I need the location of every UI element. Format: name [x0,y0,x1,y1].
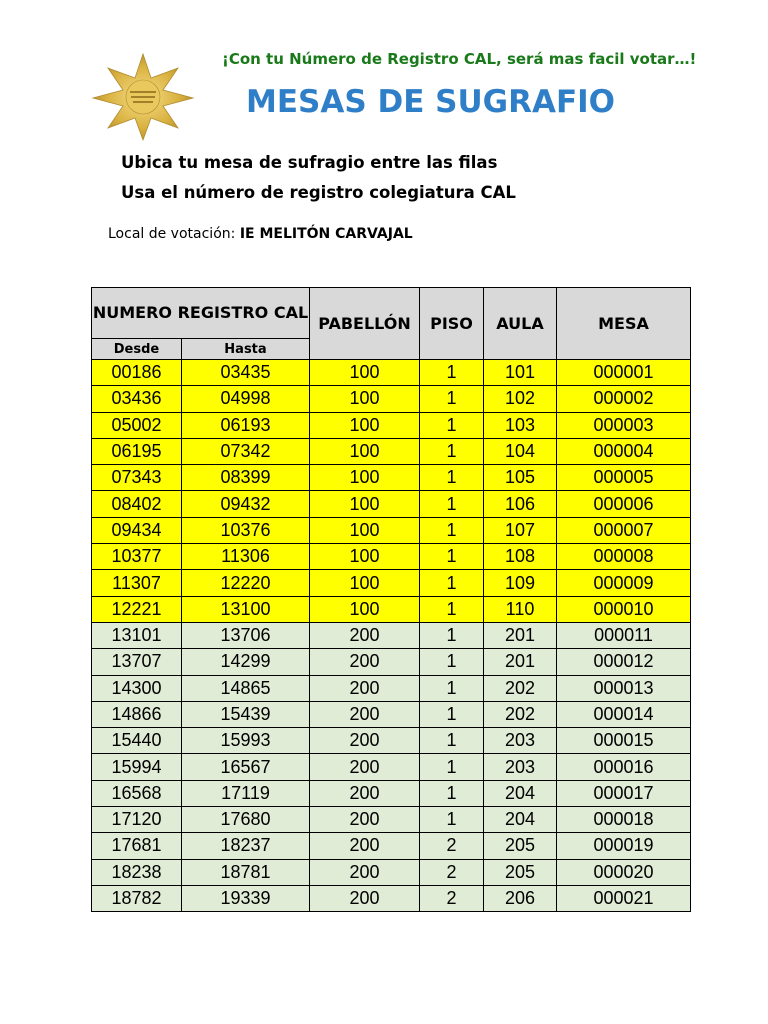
page-title: MESAS DE SUGRAFIO [246,84,616,120]
cell-desde: 06195 [92,438,182,464]
table-row [92,412,691,438]
cell-pabellon: 200 [310,675,420,701]
cell-desde: 10377 [92,544,182,570]
voting-location-value: IE MELITÓN CARVAJAL [239,226,413,242]
cell-desde: 13707 [92,649,182,675]
cell-hasta: 17680 [182,807,310,833]
cell-mesa: 000006 [557,491,691,517]
cell-mesa: 000014 [557,701,691,727]
table-row [92,649,691,675]
table-row [92,386,691,412]
cell-piso: 1 [420,517,484,543]
cell-hasta: 10376 [182,517,310,543]
cell-aula: 202 [484,701,557,727]
cell-aula: 201 [484,649,557,675]
cell-desde: 09434 [92,517,182,543]
cell-pabellon: 200 [310,780,420,806]
cell-hasta: 19339 [182,885,310,911]
cell-pabellon: 100 [310,465,420,491]
cell-desde: 17681 [92,833,182,859]
cell-piso: 1 [420,780,484,806]
header-hasta: Hasta [182,339,310,360]
cell-aula: 106 [484,491,557,517]
cell-pabellon: 100 [310,386,420,412]
cell-mesa: 000002 [557,386,691,412]
cell-mesa: 000004 [557,438,691,464]
cell-mesa: 000012 [557,649,691,675]
table-row [92,570,691,596]
cell-aula: 107 [484,517,557,543]
tagline: ¡Con tu Número de Registro CAL, será mas facil votar…! [222,50,697,68]
table-row [92,675,691,701]
cell-desde: 07343 [92,465,182,491]
cell-desde: 17120 [92,807,182,833]
cell-mesa: 000020 [557,859,691,885]
cell-desde: 18238 [92,859,182,885]
voting-location-label: Local de votación: [108,226,236,242]
table-row [92,491,691,517]
cell-pabellon: 200 [310,859,420,885]
cell-hasta: 04998 [182,386,310,412]
gold-star-seal-icon [88,52,198,142]
cell-piso: 1 [420,728,484,754]
table-row [92,360,691,386]
cell-mesa: 000016 [557,754,691,780]
cell-aula: 204 [484,780,557,806]
cell-pabellon: 100 [310,412,420,438]
cell-desde: 11307 [92,570,182,596]
cell-hasta: 13100 [182,596,310,622]
cell-hasta: 08399 [182,465,310,491]
cell-piso: 1 [420,807,484,833]
cell-mesa: 000001 [557,360,691,386]
cell-piso: 1 [420,701,484,727]
table-row [92,701,691,727]
cell-pabellon: 200 [310,807,420,833]
cell-aula: 206 [484,885,557,911]
cell-pabellon: 200 [310,885,420,911]
cell-hasta: 16567 [182,754,310,780]
cell-pabellon: 100 [310,438,420,464]
cell-mesa: 000013 [557,675,691,701]
cell-desde: 14300 [92,675,182,701]
cell-aula: 203 [484,728,557,754]
cell-desde: 00186 [92,360,182,386]
cell-piso: 1 [420,622,484,648]
instruction-2: Usa el número de registro colegiatura CAL [121,183,516,202]
cell-pabellon: 200 [310,833,420,859]
cell-hasta: 15439 [182,701,310,727]
cell-piso: 1 [420,438,484,464]
cell-piso: 1 [420,544,484,570]
cell-hasta: 11306 [182,544,310,570]
header-pabellon: PABELLÓN [310,288,420,360]
cell-aula: 202 [484,675,557,701]
cell-piso: 1 [420,754,484,780]
mesas-table [91,287,691,912]
table-row [92,544,691,570]
cell-desde: 14866 [92,701,182,727]
cell-desde: 15994 [92,754,182,780]
cell-mesa: 000005 [557,465,691,491]
header-registro: NUMERO REGISTRO CAL [92,288,310,339]
cell-pabellon: 100 [310,596,420,622]
cell-piso: 2 [420,833,484,859]
instruction-1: Ubica tu mesa de sufragio entre las filas [121,153,498,172]
cell-mesa: 000021 [557,885,691,911]
cell-desde: 03436 [92,386,182,412]
cell-aula: 201 [484,622,557,648]
table-row [92,754,691,780]
cell-mesa: 000015 [557,728,691,754]
cell-mesa: 000007 [557,517,691,543]
table-row [92,438,691,464]
cell-pabellon: 200 [310,728,420,754]
cell-aula: 109 [484,570,557,596]
cell-aula: 104 [484,438,557,464]
cell-aula: 110 [484,596,557,622]
cell-hasta: 13706 [182,622,310,648]
cell-piso: 1 [420,360,484,386]
cell-mesa: 000017 [557,780,691,806]
cell-desde: 15440 [92,728,182,754]
cell-desde: 12221 [92,596,182,622]
table-row [92,780,691,806]
cell-pabellon: 200 [310,701,420,727]
cell-aula: 205 [484,833,557,859]
cell-aula: 204 [484,807,557,833]
table-row [92,517,691,543]
table-row [92,807,691,833]
table-row [92,859,691,885]
cell-hasta: 09432 [182,491,310,517]
table-row [92,885,691,911]
cell-pabellon: 200 [310,754,420,780]
cell-pabellon: 200 [310,649,420,675]
cell-pabellon: 200 [310,622,420,648]
cell-piso: 1 [420,570,484,596]
cell-hasta: 17119 [182,780,310,806]
cell-aula: 105 [484,465,557,491]
table-row [92,622,691,648]
cell-aula: 108 [484,544,557,570]
cell-pabellon: 100 [310,570,420,596]
cell-piso: 1 [420,386,484,412]
cell-desde: 18782 [92,885,182,911]
cell-desde: 05002 [92,412,182,438]
cell-pabellon: 100 [310,360,420,386]
cell-pabellon: 100 [310,544,420,570]
cell-hasta: 14865 [182,675,310,701]
voting-location [108,226,413,242]
table-row [92,833,691,859]
cell-mesa: 000011 [557,622,691,648]
table-row [92,465,691,491]
cell-piso: 1 [420,465,484,491]
cell-pabellon: 100 [310,517,420,543]
cell-hasta: 12220 [182,570,310,596]
table-row [92,596,691,622]
cell-aula: 101 [484,360,557,386]
cell-hasta: 07342 [182,438,310,464]
cell-hasta: 06193 [182,412,310,438]
cell-mesa: 000009 [557,570,691,596]
cell-piso: 1 [420,596,484,622]
cell-mesa: 000018 [557,807,691,833]
cell-mesa: 000003 [557,412,691,438]
cell-mesa: 000010 [557,596,691,622]
cell-hasta: 03435 [182,360,310,386]
cell-hasta: 18237 [182,833,310,859]
cell-aula: 203 [484,754,557,780]
cell-piso: 1 [420,649,484,675]
cell-piso: 1 [420,412,484,438]
header-desde: Desde [92,339,182,360]
cell-piso: 1 [420,675,484,701]
cell-mesa: 000008 [557,544,691,570]
header-aula: AULA [484,288,557,360]
cell-hasta: 18781 [182,859,310,885]
cell-desde: 16568 [92,780,182,806]
header-mesa: MESA [557,288,691,360]
cell-desde: 13101 [92,622,182,648]
cell-piso: 2 [420,885,484,911]
table-row [92,728,691,754]
cell-hasta: 15993 [182,728,310,754]
header-piso: PISO [420,288,484,360]
cell-hasta: 14299 [182,649,310,675]
cell-piso: 2 [420,859,484,885]
cell-piso: 1 [420,491,484,517]
cell-mesa: 000019 [557,833,691,859]
cell-pabellon: 100 [310,491,420,517]
cell-desde: 08402 [92,491,182,517]
cell-aula: 205 [484,859,557,885]
cell-aula: 103 [484,412,557,438]
cell-aula: 102 [484,386,557,412]
